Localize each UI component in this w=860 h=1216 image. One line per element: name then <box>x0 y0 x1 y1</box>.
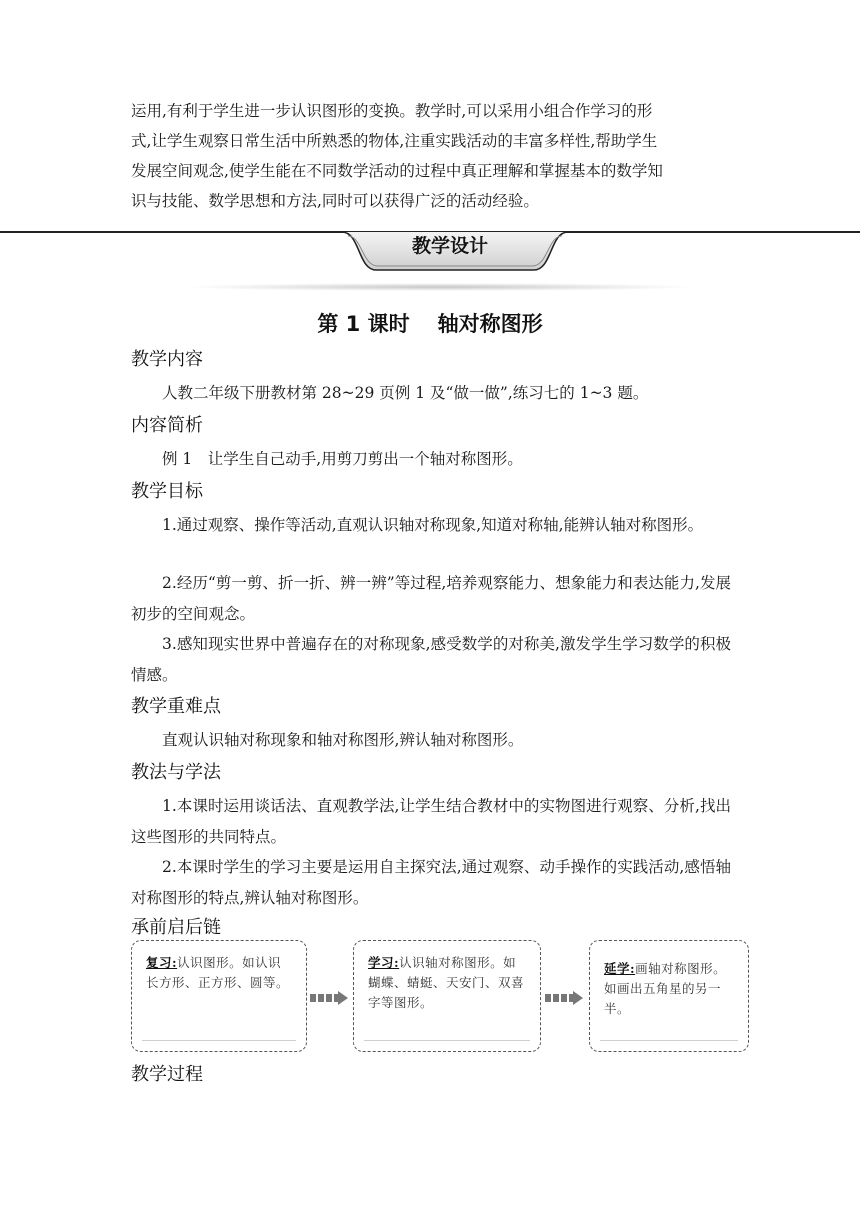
goal-item: 3.感知现实世界中普遍存在的对称现象,感受数学的对称美,激发学生学习数学的积极情感。 <box>131 635 731 684</box>
learn-text: 认识轴对称图形。如蝴蝶、蜻蜓、天安门、双喜字等图形。 <box>368 955 525 1010</box>
learn-box-rule <box>364 1040 530 1041</box>
lesson-title <box>0 308 860 340</box>
review-box <box>131 940 307 1052</box>
heading-analysis: 内容简析 <box>131 415 203 436</box>
goal-item: 2.经历“剪一剪、折一折、辨一辨”等过程,培养观察能力、想象能力和表达能力,发展初步的空间观念。 <box>131 574 731 623</box>
goal-item: 1.通过观察、操作等活动,直观认识轴对称现象,知道对称轴,能辨认轴对称图形。 <box>162 516 704 534</box>
learn-key: 学习: <box>368 955 400 970</box>
key-points-text: 直观认识轴对称现象和轴对称图形,辨认轴对称图形。 <box>162 731 524 749</box>
heading-goals: 教学目标 <box>131 481 203 502</box>
intro-paragraph <box>131 96 731 216</box>
arrow-right-icon <box>545 991 585 1005</box>
extend-key: 延学: <box>604 961 636 976</box>
extend-box-rule <box>600 1040 738 1041</box>
intro-line: 式,让学生观察日常生活中所熟悉的物体,注重实践活动的丰富多样性,帮助学生 <box>131 132 658 150</box>
analysis-text: 例 1 让学生自己动手,用剪刀剪出一个轴对称图形。 <box>162 450 523 468</box>
extend-box <box>589 940 749 1052</box>
method-item: 1.本课时运用谈话法、直观教学法,让学生结合教材中的实物图进行观察、分析,找出这些图形的共同特点。 <box>131 797 731 846</box>
lesson-number: 第 1 课时 <box>317 312 410 336</box>
banner-title: 教学设计 <box>411 235 488 257</box>
intro-line: 识与技能、数学思想和方法,同时可以获得广泛的活动经验。 <box>131 192 539 210</box>
intro-line: 运用,有利于学生进一步认识图形的变换。教学时,可以采用小组合作学习的形 <box>131 102 653 120</box>
heading-key-points: 教学重难点 <box>131 696 221 717</box>
banner-shadow <box>180 283 700 291</box>
extend-text: 画轴对称图形。如画出五角星的另一半。 <box>604 961 727 1016</box>
lesson-name: 轴对称图形 <box>437 312 543 336</box>
heading-methods: 教法与学法 <box>131 762 221 783</box>
learn-box <box>353 940 541 1052</box>
intro-line: 发展空间观念,使学生能在不同数学活动的过程中真正理解和掌握基本的数学知 <box>131 162 663 180</box>
heading-process: 教学过程 <box>131 1064 203 1085</box>
review-box-rule <box>142 1040 296 1041</box>
review-key: 复习: <box>146 955 178 970</box>
method-item: 2.本课时学生的学习主要是运用自主探究法,通过观察、动手操作的实践活动,感悟轴对称图形的特点,辨认轴对称图形。 <box>131 858 731 907</box>
content-text: 人教二年级下册教材第 28~29 页例 1 及“做一做”,练习七的 1~3 题。 <box>162 384 649 402</box>
heading-content: 教学内容 <box>131 349 203 370</box>
heading-chain: 承前启后链 <box>131 917 221 938</box>
arrow-right-icon <box>310 991 350 1005</box>
review-text: 认识图形。如认识长方形、正方形、圆等。 <box>146 955 290 990</box>
